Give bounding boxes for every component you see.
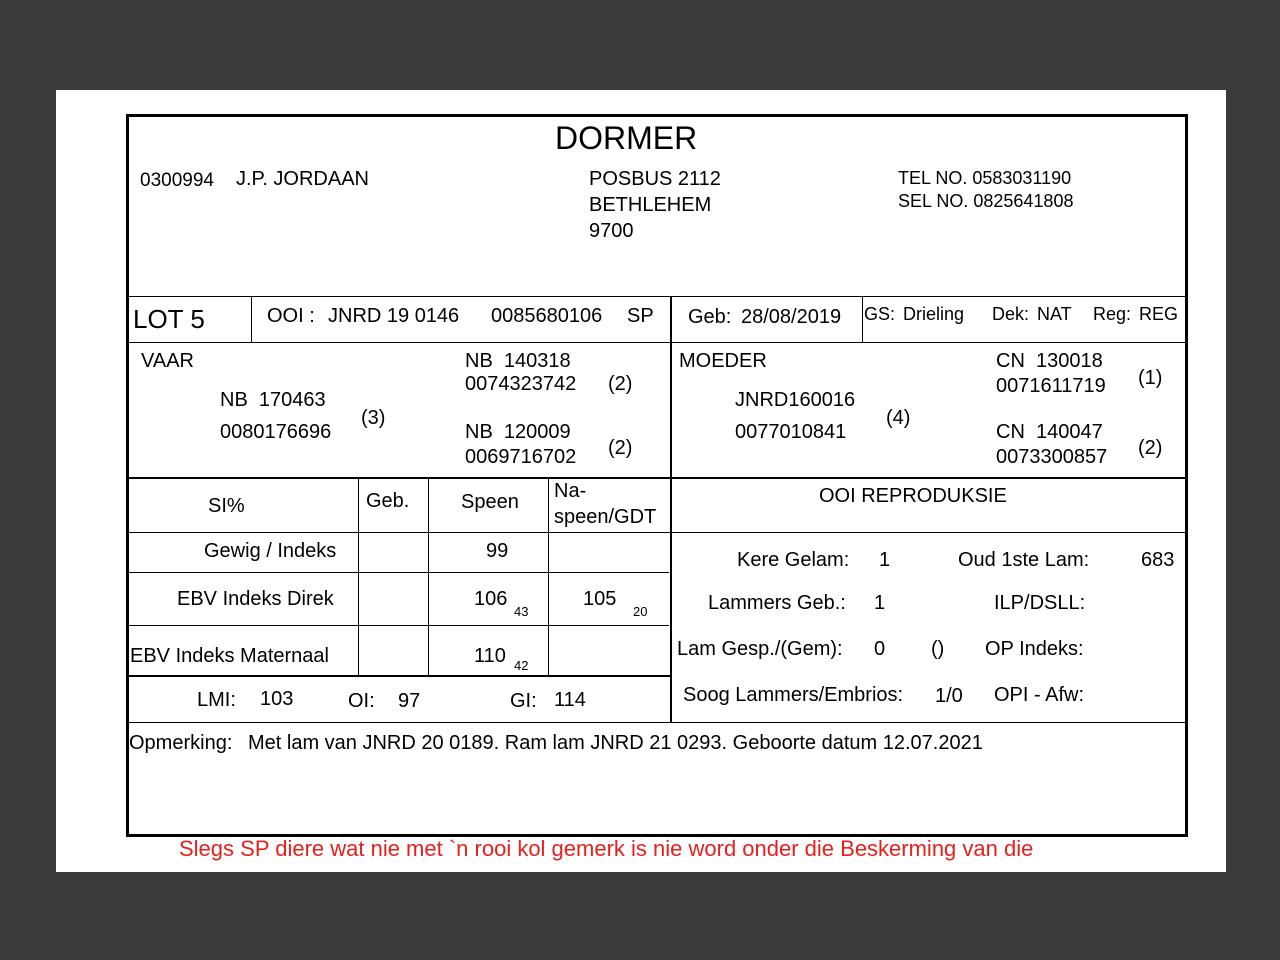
header-geb: Geb. [366, 490, 410, 512]
lot-number: LOT 5 [133, 304, 205, 334]
ooi-id: JNRD 19 0146 [328, 305, 460, 327]
vaar-id: NB 170463 [220, 389, 326, 411]
lmi-value: 103 [260, 688, 294, 710]
breed-title: DORMER [555, 120, 698, 156]
vaar-number: 0080176696 [220, 421, 332, 443]
row-gewig-label: Gewig / Indeks [204, 540, 337, 562]
gesp-label: Lam Gesp./(Gem): [677, 638, 843, 660]
vaar-dam-grade: (2) [608, 437, 633, 459]
oi-value: 97 [398, 690, 421, 712]
address-line-2: BETHLEHEM [589, 194, 712, 216]
rule-speen-divider [548, 479, 549, 676]
oi-label: OI: [348, 690, 375, 712]
moeder-number: 0077010841 [735, 421, 847, 443]
sale-card-page [56, 90, 1226, 872]
header-naspeen-1: Na- [554, 480, 587, 502]
row-direk-naspeen: 105 [583, 588, 617, 610]
lammers-label: Lammers Geb.: [708, 592, 846, 614]
vaar-sire-grade: (2) [608, 373, 633, 395]
ilp-label: ILP/DSLL: [994, 592, 1086, 614]
dek-value: NAT [1037, 304, 1072, 324]
rule-geb-divider [862, 296, 863, 342]
row-maternaal-speen-sub: 42 [514, 658, 529, 673]
moeder-sire-id: CN 130018 [996, 350, 1103, 372]
address-line-3: 9700 [589, 220, 634, 242]
rule-geb-col-divider [428, 479, 429, 676]
geb-date: 28/08/2019 [741, 306, 842, 328]
soog-value: 1/0 [935, 685, 963, 707]
opi-label: OPI - Afw: [994, 684, 1085, 706]
vaar-dam-id: NB 120009 [465, 421, 571, 443]
row-direk-speen: 106 [474, 588, 508, 610]
rule-index-bottom [126, 722, 1188, 723]
moeder-dam-grade: (2) [1138, 437, 1163, 459]
header-si: SI% [208, 495, 245, 517]
lammers-value: 1 [874, 592, 886, 614]
ooi-number: 0085680106 [491, 305, 603, 327]
row-direk-naspeen-sub: 20 [633, 604, 648, 619]
moeder-label: MOEDER [679, 350, 767, 372]
row-maternaal-label: EBV Indeks Maternaal [130, 645, 329, 667]
reg-value: REG [1139, 304, 1179, 324]
gs-value: Drieling [903, 304, 965, 324]
gs-label: GS: [864, 304, 896, 324]
row-direk-speen-sub: 43 [514, 604, 529, 619]
vaar-sire-id: NB 140318 [465, 350, 571, 372]
frame-left [126, 114, 129, 836]
address-line-1: POSBUS 2112 [589, 168, 721, 190]
rule-pedigree-bottom [126, 477, 1188, 479]
remark-label: Opmerking: [129, 732, 233, 754]
kere-value: 1 [879, 549, 891, 571]
owner-code: 0300994 [140, 170, 214, 191]
owner-name: J.P. JORDAAN [236, 168, 369, 190]
lmi-label: LMI: [197, 689, 236, 711]
moeder-sire-grade: (1) [1138, 367, 1163, 389]
footer-protection-note: Slegs SP diere wat nie met `n rooi kol gemerk is nie word onder die Beskerming van die [179, 836, 1034, 861]
vaar-label: VAAR [141, 350, 194, 372]
repro-title: OOI REPRODUKSIE [819, 485, 1007, 507]
moeder-id: JNRD160016 [735, 389, 856, 411]
vaar-sire-number: 0074323742 [465, 373, 577, 395]
moeder-grade: (4) [886, 407, 911, 429]
rule-perf-header [126, 532, 1188, 533]
frame-right [1185, 114, 1188, 836]
tel-number: TEL NO. 0583031190 [898, 168, 1072, 188]
remark-text: Met lam van JNRD 20 0189. Ram lam JNRD 21 0293. Geboorte datum 12.07.2021 [248, 732, 983, 754]
op-label: OP Indeks: [985, 638, 1084, 660]
row-direk-label: EBV Indeks Direk [177, 588, 334, 610]
oud-value: 683 [1141, 549, 1175, 571]
moeder-dam-id: CN 140047 [996, 421, 1103, 443]
rule-header-bottom [126, 296, 1188, 297]
gesp-paren: () [931, 638, 945, 660]
rule-si-divider [358, 479, 359, 676]
geb-label: Geb: [688, 306, 732, 328]
header-speen: Speen [461, 491, 519, 513]
oud-label: Oud 1ste Lam: [958, 549, 1090, 571]
kere-label: Kere Gelam: [737, 549, 850, 571]
rule-center-divider [670, 296, 672, 722]
rule-gewig [126, 572, 669, 573]
vaar-grade: (3) [361, 407, 386, 429]
gi-label: GI: [510, 690, 537, 712]
dek-label: Dek: [992, 304, 1030, 324]
row-maternaal-speen: 110 [474, 645, 506, 667]
ooi-class: SP [627, 305, 654, 327]
gi-value: 114 [554, 689, 586, 711]
sel-number: SEL NO. 0825641808 [898, 191, 1074, 211]
gesp-value: 0 [874, 638, 886, 660]
reg-label: Reg: [1093, 304, 1132, 324]
soog-label: Soog Lammers/Embrios: [683, 684, 904, 706]
moeder-sire-number: 0071611719 [996, 375, 1106, 397]
ooi-label: OOI : [267, 305, 315, 327]
vaar-dam-number: 0069716702 [465, 446, 577, 468]
frame-top [126, 114, 1188, 117]
moeder-dam-number: 0073300857 [996, 446, 1108, 468]
header-naspeen-2: speen/GDT [554, 506, 657, 528]
rule-direk [126, 625, 669, 626]
row-gewig-speen: 99 [486, 540, 509, 562]
rule-maternaal [126, 675, 671, 677]
rule-lot-divider [251, 296, 252, 342]
rule-lot-bottom [126, 342, 1188, 343]
